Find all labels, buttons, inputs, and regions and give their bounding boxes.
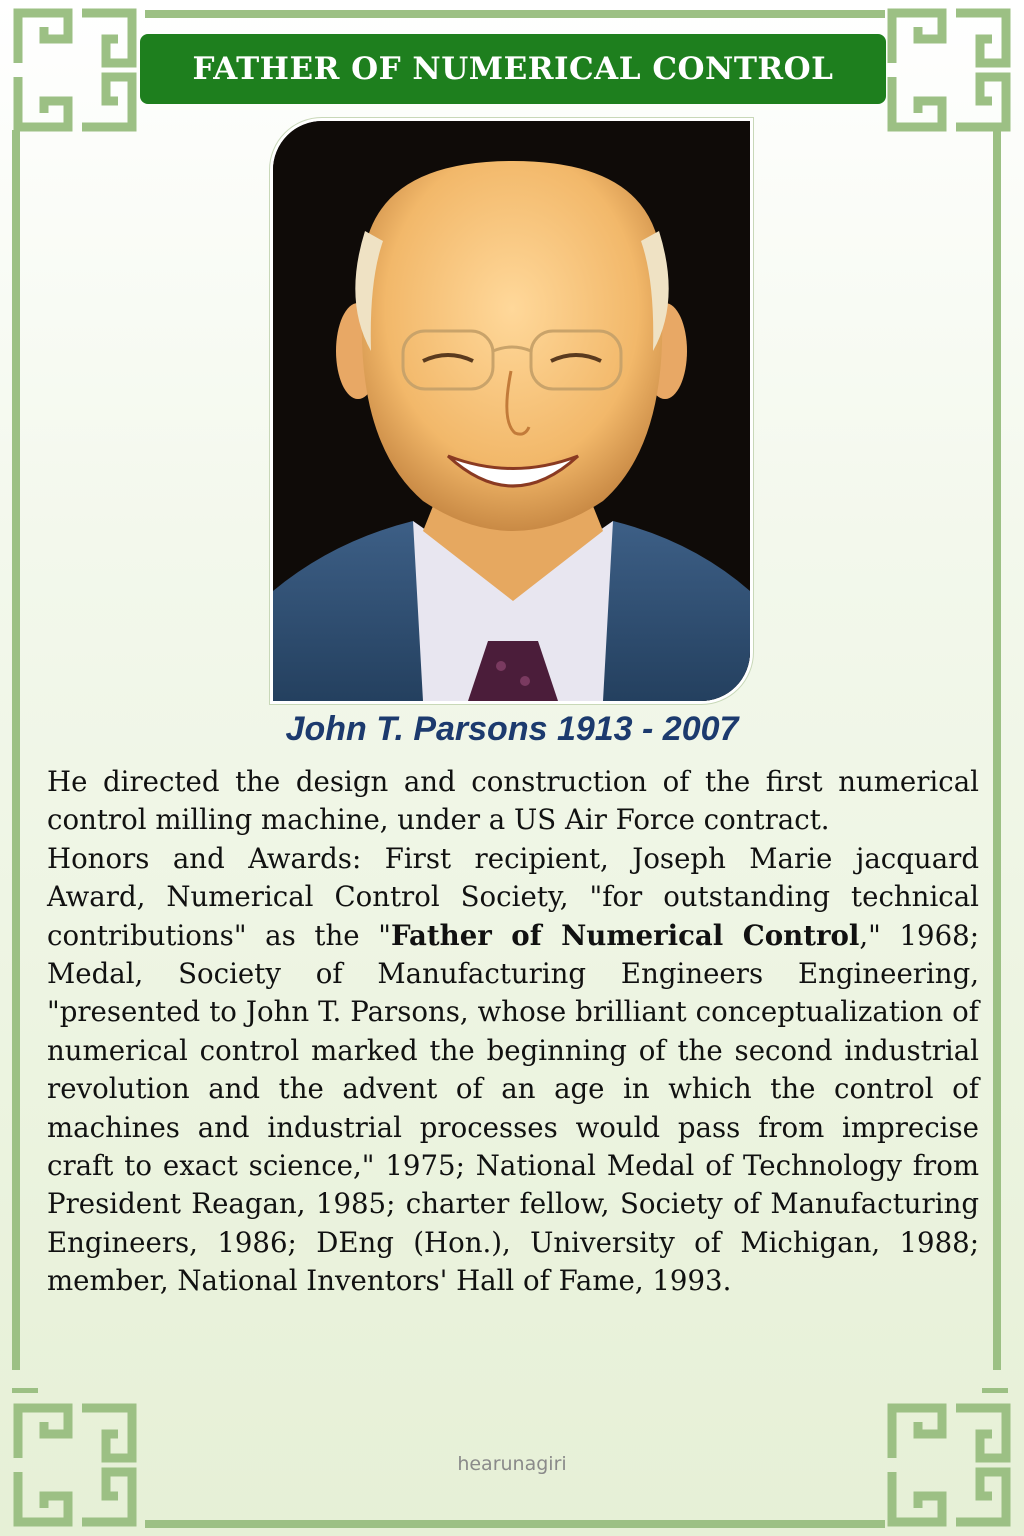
title-banner (140, 34, 886, 104)
honors-text-before: Honors and Awards: First recipient, Joseph Marie jacquard Award, Numerical Control Society, "for outstanding technical contributions" as the " (47, 841, 979, 952)
footer-credit: hearunagiri (457, 1453, 567, 1475)
page-title: FATHER OF NUMERICAL CONTROL (192, 51, 834, 87)
left-border-line (12, 130, 20, 1370)
biography-paragraph-1: He directed the design and construction of the first numerical control milling machine, under a US Air Force contract. (47, 765, 979, 837)
right-border-line (993, 130, 1001, 1370)
bottom-border-line (145, 1520, 885, 1528)
corner-ornament-top-right-icon (884, 5, 1014, 135)
portrait-caption: John T. Parsons 1913 - 2007 (285, 710, 739, 748)
honors-bold-title: Father of Numerical Control (390, 918, 860, 952)
corner-ornament-top-left-icon (10, 5, 140, 135)
honors-text-after: ," 1968; Medal, Society of Manufacturing Engineers Engineering, "presented to John T. Parsons, whose brilliant conceptualization of numerical control marked the beginning of the second industrial revolution and the advent of an age in which the control of machines and industrial processes would pass from imprecise craft to exact science," 1975; National Medal of Technology from President Reagan, 1985; charter fellow, Society of Manufacturing Engineers, 1986; DEng (Hon.), University of Michigan, 1988; member, National Inventors' Hall of Fame, 1993. (47, 918, 980, 1298)
biography-paragraph-2 (47, 840, 979, 1301)
biography-text (47, 763, 979, 1301)
right-border-dash (982, 1388, 1008, 1393)
left-border-dash (12, 1388, 38, 1393)
portrait-photo-icon (273, 121, 750, 701)
portrait-frame (270, 118, 753, 704)
top-border-line (145, 10, 885, 18)
